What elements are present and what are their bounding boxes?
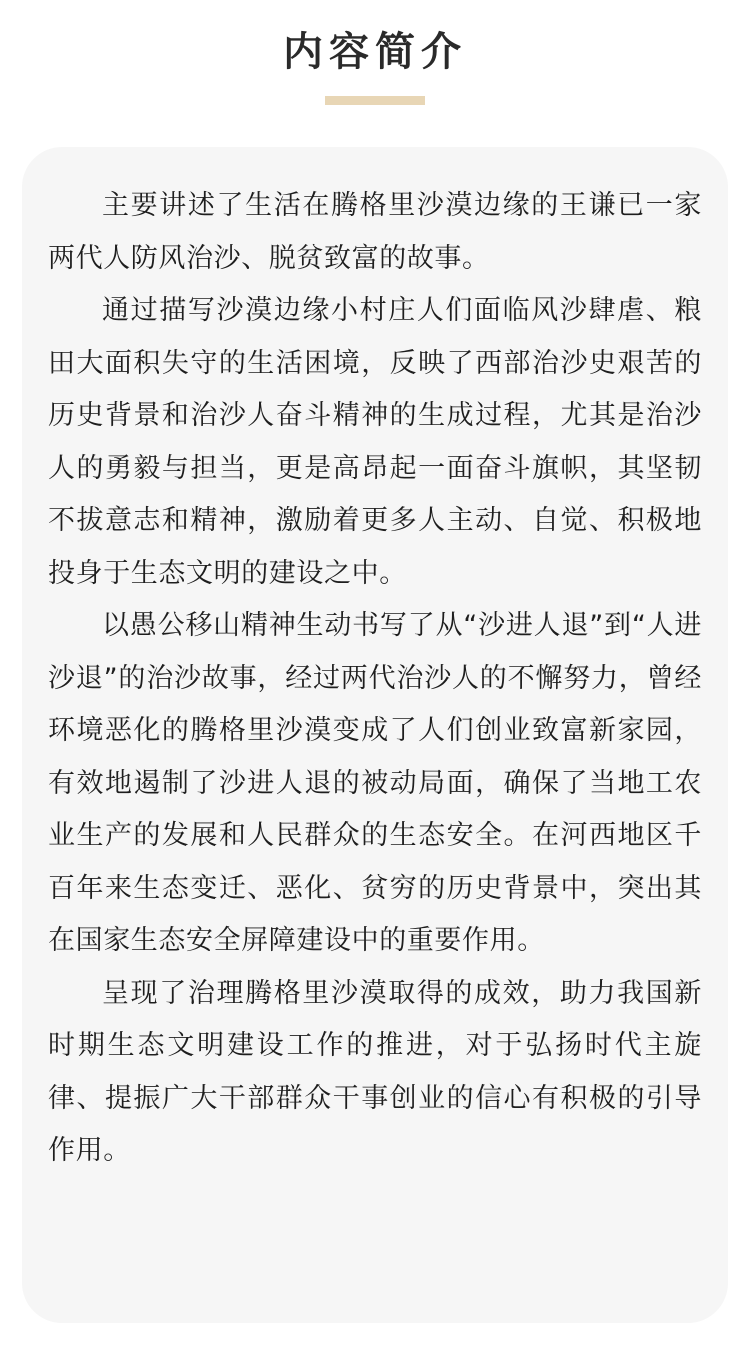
page-title: 内容简介 [283,29,467,75]
intro-paragraph-1: 主要讲述了生活在腾格里沙漠边缘的王谦已一家两代人防风治沙、脱贫致富的故事。 [48,190,702,274]
title-underline [325,96,425,105]
content-card [22,147,728,1323]
intro-paragraph-4: 呈现了治理腾格里沙漠取得的成效，助力我国新时期生态文明建设工作的推进，对于弘扬时代主旋律、提振广大干部群众干事创业的信心有积极的引导作用。 [48,977,702,1166]
intro-paragraph-3: 以愚公移山精神生动书写了从“沙进人退”到“人进沙退”的治沙故事，经过两代治沙人的不懈努力，曾经环境恶化的腾格里沙漠变成了人们创业致富新家园，有效地遏制了沙进人退的被动局面，确保了当地工农业生产的发展和人民群众的生态安全。在河西地区千百年来生态变迁、恶化、贫穷的历史背景中，突出其在国家生态安全屏障建设中的重要作用。 [48,610,702,956]
intro-paragraph-2: 通过描写沙漠边缘小村庄人们面临风沙肆虐、粮田大面积失守的生活困境，反映了西部治沙史艰苦的历史背景和治沙人奋斗精神的生成过程，尤其是治沙人的勇毅与担当，更是高昂起一面奋斗旗帜，其坚韧不拔意志和精神，激励着更多人主动、自觉、积极地投身于生态文明的建设之中。 [48,295,702,589]
